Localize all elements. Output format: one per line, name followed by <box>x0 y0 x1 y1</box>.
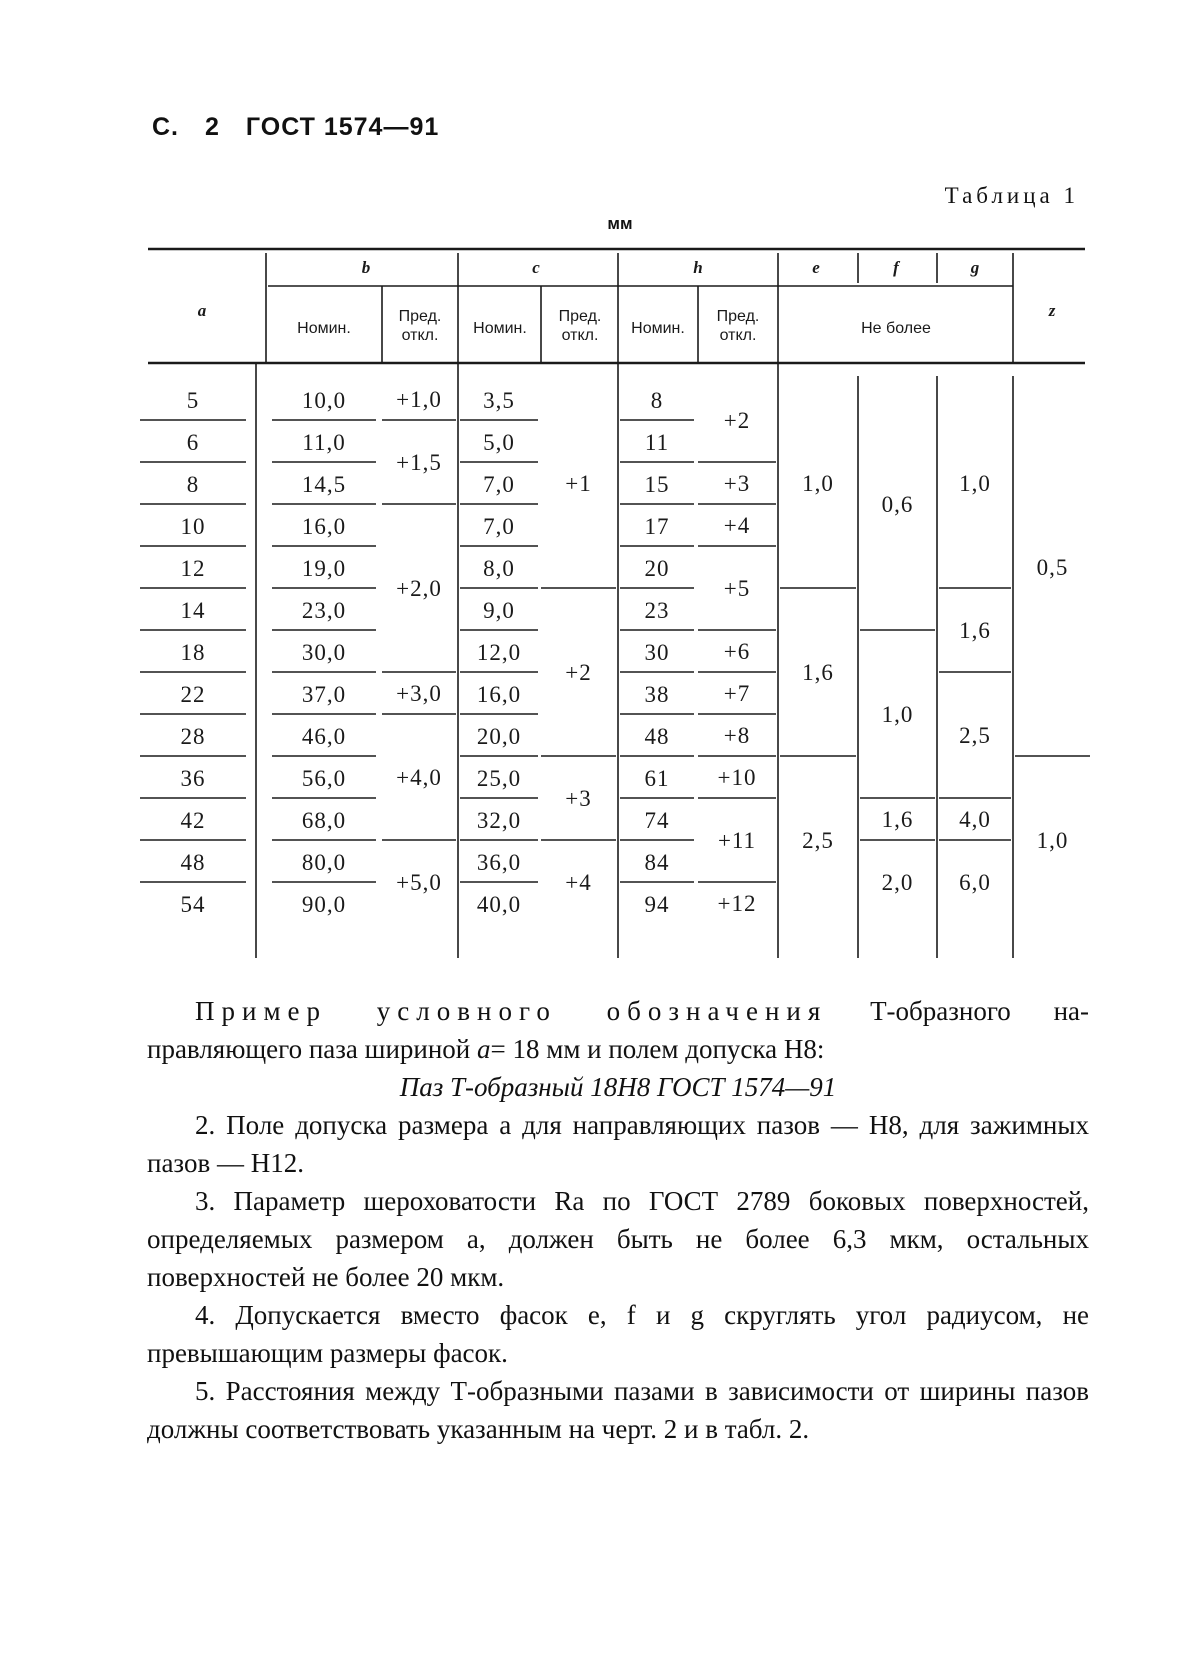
cell-h-nominal: 17 <box>644 514 670 539</box>
cell-b-deviation: +1,0 <box>396 387 442 412</box>
cell-b-nominal: 37,0 <box>301 682 347 707</box>
cell-f: 2,0 <box>881 870 914 895</box>
c-dev-header-1: Пред. <box>558 308 602 325</box>
c-dev-header-2: откл. <box>561 327 599 344</box>
cell-h-nominal: 23 <box>644 598 670 623</box>
cell-z: 0,5 <box>1036 555 1069 580</box>
cell-c-deviation: +2 <box>565 660 592 685</box>
cell-h-nominal: 74 <box>644 808 670 833</box>
cell-a: 5 <box>186 388 200 413</box>
item-2: 2. Поле допуска размера a для направляющих пазов — Н8, для зажимных пазов — Н12. <box>147 1110 1089 1178</box>
cell-c-nominal: 36,0 <box>476 850 522 875</box>
cell-a: 10 <box>180 514 206 539</box>
b-dev-header-2: откл. <box>401 327 439 344</box>
h-nominal-header: Номин. <box>631 320 685 337</box>
cell-g: 1,0 <box>959 471 991 496</box>
cell-c-nominal: 20,0 <box>476 724 522 749</box>
cell-h-nominal: 84 <box>644 850 670 875</box>
cell-z: 1,0 <box>1036 828 1069 853</box>
h-dev-header-1: Пред. <box>716 308 760 325</box>
cell-b-nominal: 46,0 <box>301 724 347 749</box>
cell-a: 28 <box>180 724 206 749</box>
cell-c-deviation: +4 <box>565 870 592 895</box>
cell-h-nominal: 38 <box>644 682 670 707</box>
cell-c-nominal: 8,0 <box>483 556 515 581</box>
header-e: e <box>812 258 820 277</box>
cell-e: 1,6 <box>802 660 834 685</box>
cell-h-nominal: 61 <box>644 766 670 791</box>
cell-f: 0,6 <box>881 492 914 517</box>
example-var: a <box>477 1034 491 1064</box>
cell-h-nominal: 8 <box>650 388 664 413</box>
cell-b-nominal: 90,0 <box>301 892 347 917</box>
cell-e: 1,0 <box>802 471 834 496</box>
cell-b-nominal: 19,0 <box>301 556 347 581</box>
header-a: a <box>197 301 207 320</box>
cell-c-nominal: 5,0 <box>483 430 515 455</box>
cell-a: 48 <box>180 850 206 875</box>
cell-c-nominal: 9,0 <box>483 598 515 623</box>
header-b: b <box>361 258 371 277</box>
cell-h-deviation: +4 <box>723 513 751 538</box>
cell-b-deviation: +4,0 <box>396 765 442 790</box>
cell-c-nominal: 25,0 <box>476 766 522 791</box>
cell-h-nominal: 11 <box>644 430 670 455</box>
cell-a: 8 <box>186 472 200 497</box>
cell-h-deviation: +12 <box>717 891 757 916</box>
cell-h-nominal: 20 <box>644 556 670 581</box>
max-header: Не более <box>861 320 931 337</box>
cell-b-deviation: +5,0 <box>396 870 442 895</box>
cell-c-nominal: 32,0 <box>476 808 522 833</box>
cell-h-deviation: +7 <box>723 681 751 706</box>
cell-g: 6,0 <box>959 870 991 895</box>
cell-c-nominal: 16,0 <box>476 682 522 707</box>
h-dev-header-2: откл. <box>719 327 757 344</box>
cell-e: 2,5 <box>802 828 834 853</box>
table-units: мм <box>607 214 633 233</box>
cell-g: 2,5 <box>959 723 991 748</box>
table-body <box>140 387 1090 917</box>
cell-b-nominal: 11,0 <box>302 430 346 455</box>
cell-b-nominal: 23,0 <box>301 598 347 623</box>
cell-g: 4,0 <box>959 807 991 832</box>
cell-c-deviation: +3 <box>565 786 592 811</box>
cell-c-nominal: 7,0 <box>483 472 515 497</box>
b-nominal-header: Номин. <box>297 320 351 337</box>
example-heading: Пример условного обозначения <box>195 996 828 1026</box>
cell-f: 1,6 <box>881 807 914 832</box>
example-line-2: правляющего паза шириной a= 18 мм и полем допуска Н8: <box>147 1034 825 1064</box>
cell-b-deviation: +3,0 <box>396 681 442 706</box>
header-f: f <box>893 258 899 277</box>
body-text <box>147 992 1089 1448</box>
cell-a: 18 <box>180 640 206 665</box>
cell-h-deviation: +11 <box>717 828 757 853</box>
cell-a: 36 <box>180 766 206 791</box>
c-nominal-header: Номин. <box>473 320 527 337</box>
cell-b-deviation: +1,5 <box>396 450 442 475</box>
standard-number: ГОСТ 1574—91 <box>245 113 440 141</box>
header-g: g <box>970 258 980 277</box>
item-5: 5. Расстояния между Т-образными пазами в зависимости от ширины пазов должны соответствовать указанным на черт. 2 и в табл. 2. <box>147 1376 1089 1444</box>
cell-a: 14 <box>180 598 206 623</box>
cell-h-deviation: +8 <box>723 723 751 748</box>
cell-a: 12 <box>180 556 206 581</box>
cell-c-nominal: 7,0 <box>483 514 515 539</box>
cell-a: 6 <box>186 430 200 455</box>
cell-b-nominal: 80,0 <box>301 850 347 875</box>
cell-g: 1,6 <box>959 618 991 643</box>
cell-b-nominal: 16,0 <box>301 514 347 539</box>
item-4: 4. Допускается вместо фасок e, f и g скруглять угол радиусом, не превышающим размеры фасок. <box>147 1300 1089 1368</box>
cell-a: 22 <box>180 682 206 707</box>
cell-b-nominal: 68,0 <box>301 808 347 833</box>
cell-h-deviation: +5 <box>723 576 751 601</box>
cell-c-nominal: 40,0 <box>476 892 522 917</box>
cell-c-deviation: +1 <box>565 471 592 496</box>
cell-a: 54 <box>180 892 206 917</box>
cell-b-nominal: 14,5 <box>301 472 347 497</box>
cell-b-nominal: 30,0 <box>301 640 347 665</box>
b-dev-header-1: Пред. <box>398 308 442 325</box>
cell-h-nominal: 30 <box>644 640 670 665</box>
header-c: c <box>532 258 540 277</box>
example-designation: Паз Т-образный 18Н8 ГОСТ 1574—91 <box>399 1072 837 1102</box>
example-line-1 <box>147 992 1089 1030</box>
cell-b-nominal: 56,0 <box>301 766 347 791</box>
cell-h-deviation: +2 <box>723 408 751 433</box>
cell-h-nominal: 48 <box>644 724 670 749</box>
cell-h-nominal: 15 <box>644 472 670 497</box>
cell-h-deviation: +6 <box>723 639 751 664</box>
page-prefix: С. <box>152 113 179 141</box>
cell-a: 42 <box>180 808 206 833</box>
table-label: Таблица 1 <box>944 183 1079 208</box>
item-3: 3. Параметр шероховатости Ra по ГОСТ 2789 боковых поверхностей, определяемых размером a, должен быть не более 6,3 мкм, остальных поверхностей не более 20 мкм. <box>147 1186 1089 1292</box>
header-z: z <box>1048 301 1056 320</box>
table-grid <box>148 249 1085 958</box>
page-number: 2 <box>205 113 220 141</box>
cell-c-nominal: 3,5 <box>483 388 515 413</box>
cell-c-nominal: 12,0 <box>476 640 522 665</box>
header-h: h <box>693 258 703 277</box>
cell-h-deviation: +10 <box>717 765 757 790</box>
cell-b-deviation: +2,0 <box>396 576 442 601</box>
cell-f: 1,0 <box>881 702 914 727</box>
cell-b-nominal: 10,0 <box>301 388 347 413</box>
cell-h-nominal: 94 <box>644 892 670 917</box>
cell-h-deviation: +3 <box>723 471 751 496</box>
example-rest: Т-образного на- <box>870 996 1089 1026</box>
